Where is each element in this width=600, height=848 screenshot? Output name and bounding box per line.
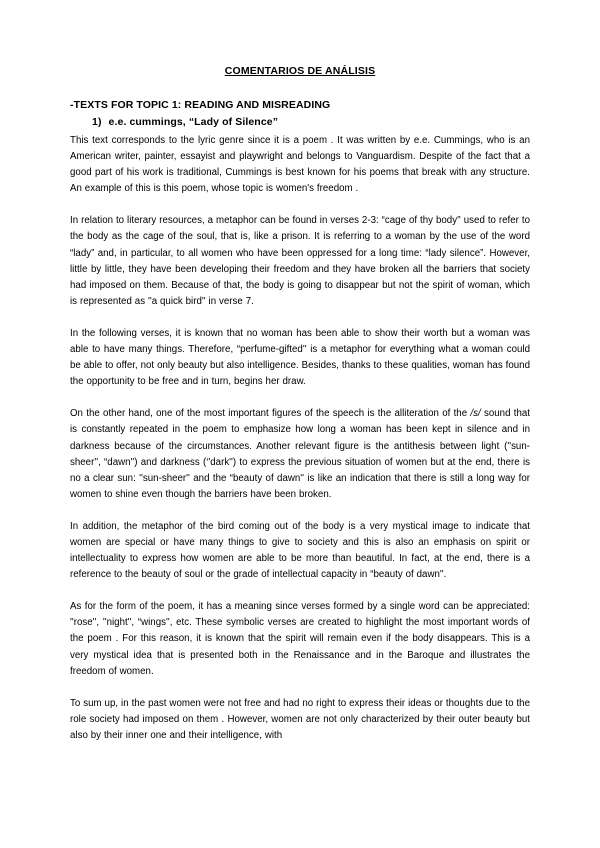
paragraph-form-of-poem: As for the form of the poem, it has a meaning since verses formed by a single word can be appreciated: ''rose'', ''night'', “wings'', etc. These symbolic verses are created to highlight the most important words of the poem . For this reason, it is known that the spirit will remain even if the body disappears. This is a very mystical idea that is presented both in the Renaissance and in the Baroque and illustrates the freedom of women. bbox=[70, 601, 530, 677]
section-heading: -TEXTS FOR TOPIC 1: READING AND MISREADING bbox=[70, 99, 331, 111]
sub-heading-number: 1) bbox=[92, 116, 102, 128]
sub-heading-label: e.e. cummings, “Lady of Silence” bbox=[108, 116, 279, 128]
paragraph-bird-metaphor: In addition, the metaphor of the bird coming out of the body is a very mystical image to indicate that women are special or have many things to give to society and this is also an emphasis on spirit or intellectuality to express how women are able to be more than beautiful. In fact, at the end, there is a reference to the beauty of soul or the grade of intellectual capacity in “beauty of dawn''. bbox=[70, 520, 530, 581]
paragraph-conclusion: To sum up, in the past women were not free and had no right to express their ideas or thoughts due to the role society had imposed on them . However, women are not only characterized by their outer beauty but also by their inner one and their intelligence, with bbox=[70, 697, 530, 741]
paragraph-intro: This text corresponds to the lyric genre since it is a poem . It was written by e.e. Cummings, who is an American writer, painter, essayist and playwright and belongs to Vanguardism. Despite of the fact that a good part of his work is traditional, Cummings is best known for his poems that break with any structure. An example of this is this poem, whose topic is women's freedom . bbox=[70, 135, 530, 195]
sub-heading bbox=[70, 115, 530, 130]
page-title: COMENTARIOS DE ANÁLISIS bbox=[224, 65, 376, 77]
paragraph-metaphor-cage: In relation to literary resources, a metaphor can be found in verses 2-3: “cage of thy body'' used to refer to the body as the cage of the soul, that is, like a prison. It is referring to a woman by the use of the word “lady” and, in particular, to all women who have been oppressed for a long time: “lady silence”. However, little by little, they have been developing their freedom and they have broken all the barriers that society had imposed on them. Because of that, the body is going to disappear but not the spirit of woman, which is represented as ''a quick bird'' in verse 7. bbox=[70, 215, 530, 307]
alliteration-phoneme: /s/ bbox=[470, 408, 481, 420]
alliteration-text-after: sound that is constantly repeated in the poem to emphasize how long a woman has been kept in silence and in darkness because of the circumstances. Another relevant figure is the antithesis between light (''sun-sheer'', “dawn'') and darkness (‘'dark'') to express the previous situation of women but at the end, there is no a clear sun: ''sun-sheer'' and the “beauty of dawn'' is like an indication that there is still a long way for women to shine even though the barriers have been broken. bbox=[70, 408, 530, 500]
paragraph-alliteration bbox=[70, 406, 530, 503]
paragraph-perfume-gifted: In the following verses, it is known that no woman has been able to show their worth but a woman was able to have many things. Therefore, “perfume-gifted'' is a metaphor for everything what a woman could be able to offer, not only beauty but also intelligence. Besides, thanks to these qualities, woman has found the opportunity to be free and in turn, begins her draw. bbox=[70, 327, 530, 388]
alliteration-text-before: On the other hand, one of the most important figures of the speech is the alliteration of the bbox=[70, 408, 471, 420]
